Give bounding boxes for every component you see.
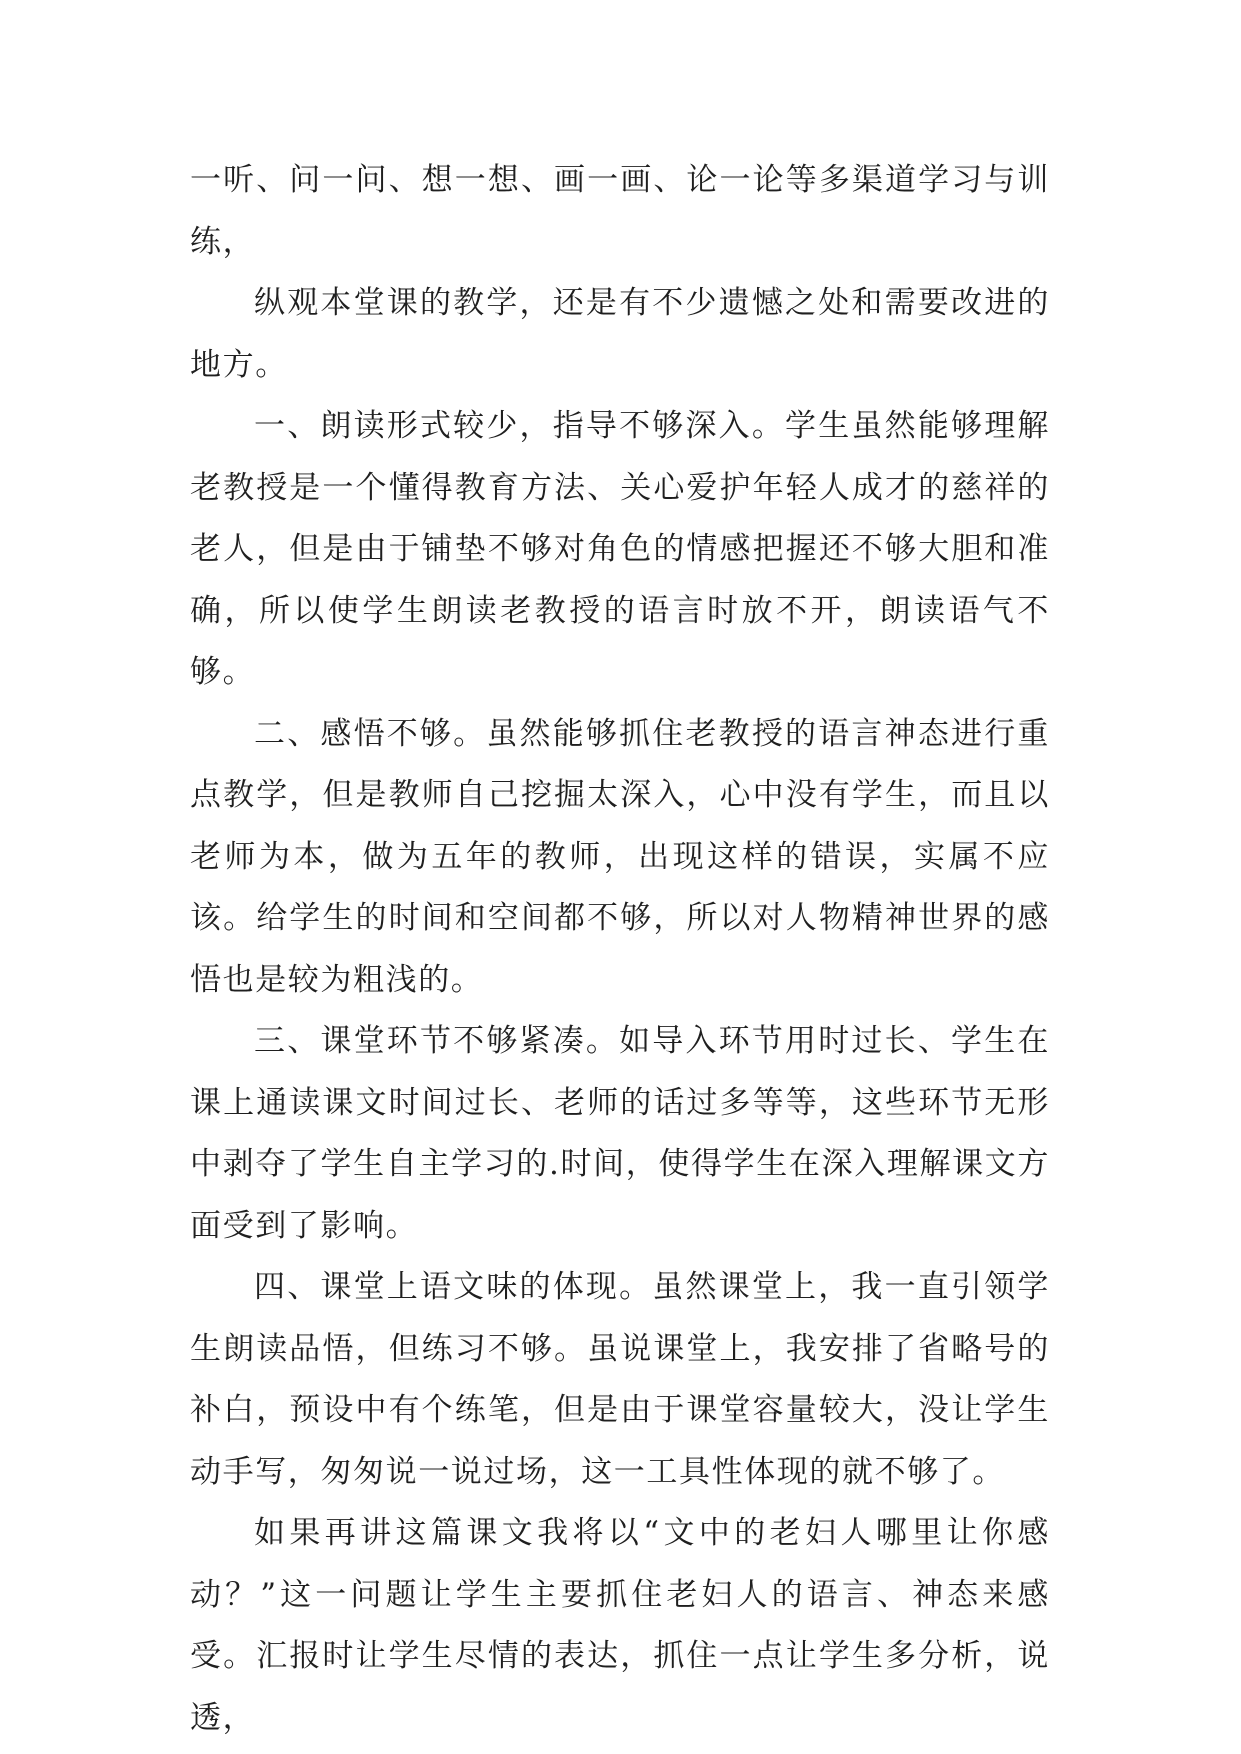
paragraph-point-one: 一、朗读形式较少，指导不够深入。学生虽然能够理解老教授是一个懂得教育方法、关心爱护年轻人成才的慈祥的老人，但是由于铺垫不够对角色的情感把握还不够大胆和准确，所以使学生朗读老教授的语言时放不开，朗读语气不够。 bbox=[190, 408, 1050, 690]
paragraph-point-four: 四、课堂上语文味的体现。虽然课堂上，我一直引领学生朗读品悟，但练习不够。虽说课堂上，我安排了省略号的补白，预设中有个练笔，但是由于课堂容量较大，没让学生动手写，匆匆说一说过场，这一工具性体现的就不够了。 bbox=[190, 1269, 1050, 1490]
paragraph-continuation: 一听、问一问、想一想、画一画、论一论等多渠道学习与训练， bbox=[190, 162, 1050, 260]
document-body bbox=[190, 150, 1050, 1749]
paragraph-point-two: 二、感悟不够。虽然能够抓住老教授的语言神态进行重点教学，但是教师自己挖掘太深入，心中没有学生，而且以老师为本，做为五年的教师，出现这样的错误，实属不应该。给学生的时间和空间都不够，所以对人物精神世界的感悟也是较为粗浅的。 bbox=[190, 715, 1050, 998]
paragraph-point-three: 三、课堂环节不够紧凑。如导入环节用时过长、学生在课上通读课文时间过长、老师的话过多等等，这些环节无形中剥夺了学生自主学习的.时间，使得学生在深入理解课文方面受到了影响。 bbox=[190, 1023, 1050, 1244]
paragraph-overview: 纵观本堂课的教学，还是有不少遗憾之处和需要改进的地方。 bbox=[190, 285, 1050, 383]
paragraph-improvement: 如果再讲这篇课文我将以“文中的老妇人哪里让你感动？”这一问题让学生主要抓住老妇人的语言、神态来感受。汇报时让学生尽情的表达，抓住一点让学生多分析，说透， bbox=[190, 1515, 1050, 1736]
